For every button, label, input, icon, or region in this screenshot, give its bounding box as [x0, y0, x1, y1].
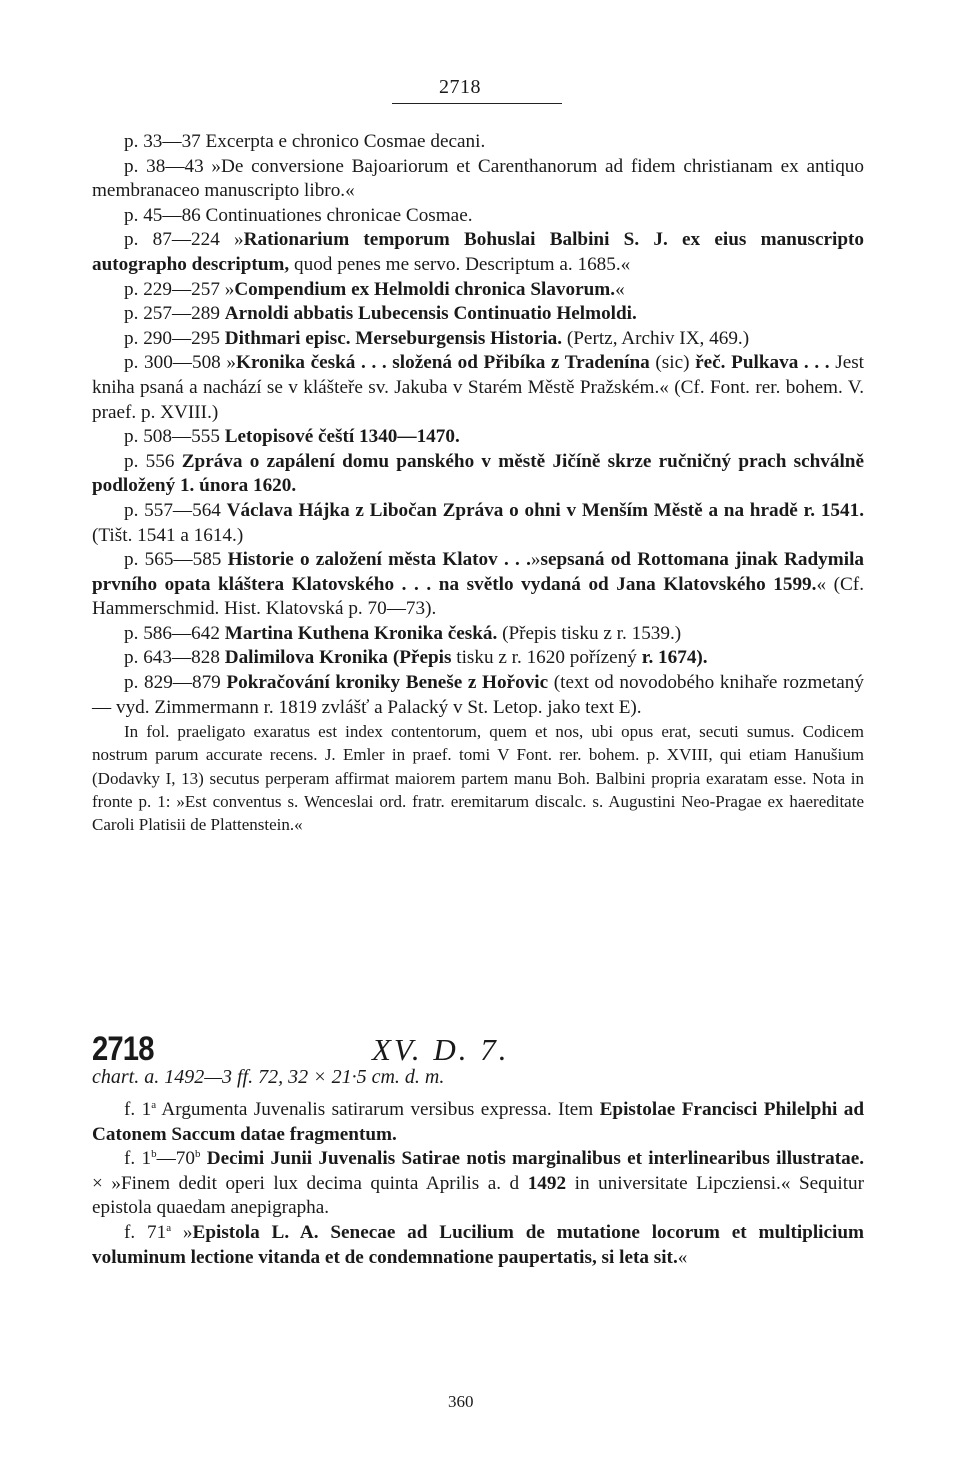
folio-entry-f1b: f. 1$^b$—70$^b$ Decimi Junii Juvenalis Satirae notis marginalibus et interlinearibus illustratae. × »Finem dedit operi lux decima quinta Aprilis a. d 1492 in universitate Lipcziensi.« Sequitur epistola quaedam anepigrapha. [92, 1148, 865, 1219]
entry-line-p565: p. 565—585 Historie o založení města Klatov . . .»sepsaná od Rottomana jinak Radymila prvního opata kláštera Klatovského . . . na světlo vydaná od Jana Klatovského 1599.« (Cf. Hammerschmid. Hist. Klatovská p. 70—73). [92, 549, 865, 620]
entry-line-p508: p. 508—555 Letopisové čeští 1340—1470. [124, 426, 460, 448]
note-paragraph: In fol. praeligato exaratus est index contentorum, quem et nos, ubi opus erat, secuti sumus. Codicem nostrum parum accurate recens. J. Emler in praef. tomi V Font. rer. bohem. p. XVIII, qui etiam Hanušium (Dodavky I, 13) secutus perperam affirmat maiorem partem manu Boh. Balbini propria exaratam esse. Nota in fronte p. 1: »Est conventus s. Wenceslai ord. fratr. eremitarum discalc. s. Augustini Neo-Pragae ex haereditate Caroli Platisii de Plattenstein.« [92, 722, 864, 835]
entry-line-p556: p. 556 Zpráva o zapálení domu panského v městě Jičíně skrze ručničný prach schválně podložený 1. února 1620. [92, 450, 864, 497]
page-number: 360 [448, 1392, 474, 1411]
entry-line-p33: p. 33—37 Excerpta e chronico Cosmae decani. [124, 131, 486, 152]
entry-line-p38: p. 38—43 »De conversione Bajoariorum et Carenthanorum ad fidem christianam ex antiquo membranaceo manuscripto libro.« [92, 155, 864, 202]
entry-signature: XV. D. 7. [372, 1032, 510, 1067]
entry-line-p257: p. 257—289 Arnoldi abbatis Lubecensis Continuatio Helmoldi. [124, 303, 637, 325]
entry-line-p229: p. 229—257 »Compendium ex Helmoldi chronica Slavorum.« [124, 278, 625, 300]
entry-line-p290: p. 290—295 Dithmari episc. Merseburgensis Historia. (Pertz, Archiv IX, 469.) [124, 327, 750, 349]
entry-line-p586: p. 586—642 Martina Kuthena Kronika česká. (Přepis tisku z r. 1539.) [124, 622, 682, 644]
running-head: 2718 [439, 76, 481, 98]
entry-line-p87: p. 87—224 »Rationarium temporum Bohuslai Balbini S. J. ex eius manuscripto autographo descriptum, quod penes me servo. Descriptum a. 1685.« [92, 229, 865, 275]
header-rule [392, 103, 562, 104]
content-block-top [92, 130, 864, 836]
folio-entry-f71a: f. 71$^a$ »Epistola L. A. Senecae ad Lucilium de mutatione locorum et multiplicium voluminum lectione vitanda et de condemnatione paupertatis, si leta sit.« [92, 1221, 864, 1268]
entry-line-p557: p. 557—564 Václava Hájka z Libočan Zpráva o ohni v Menším Městě a na hradě r. 1541. (Tišt. 1541 a 1614.) [92, 499, 865, 546]
content-block-bottom [92, 1098, 864, 1270]
folio-entry-f1a: f. 1$^a$ Argumenta Juvenalis satirarum versibus expressa. Item Epistolae Francisci Philelphi ad Catonem Saccum datae fragmentum. [92, 1099, 865, 1145]
entry-line-p829: p. 829—879 Pokračování kroniky Beneše z Hořovic (text od novodobého knihaře rozmetaný — vyd. Zimmermann r. 1819 zvlášť a Palacký v St. Letop. jako text E). [92, 672, 864, 718]
entry-line-p45: p. 45—86 Continuationes chronicae Cosmae. [124, 204, 473, 226]
entry-line-p300: p. 300—508 »Kronika česká . . . složená od Přibíka z Tradenína (sic) řeč. Pulkava . . . Jest kniha psaná a nachází se v klášteře sv. Jakuba v Starém Městě Pražském.« (Cf. Font. rer. bohem. V. praef. p. XVIII.) [92, 352, 865, 423]
entry-number: 2718 [92, 1030, 154, 1068]
entry-description: chart. a. 1492—3 ff. 72, 32 × 21·5 cm. d. m. [92, 1066, 445, 1088]
entry-line-p643: p. 643—828 Dalimilova Kronika (Přepis tisku z r. 1620 pořízený r. 1674). [124, 647, 708, 669]
